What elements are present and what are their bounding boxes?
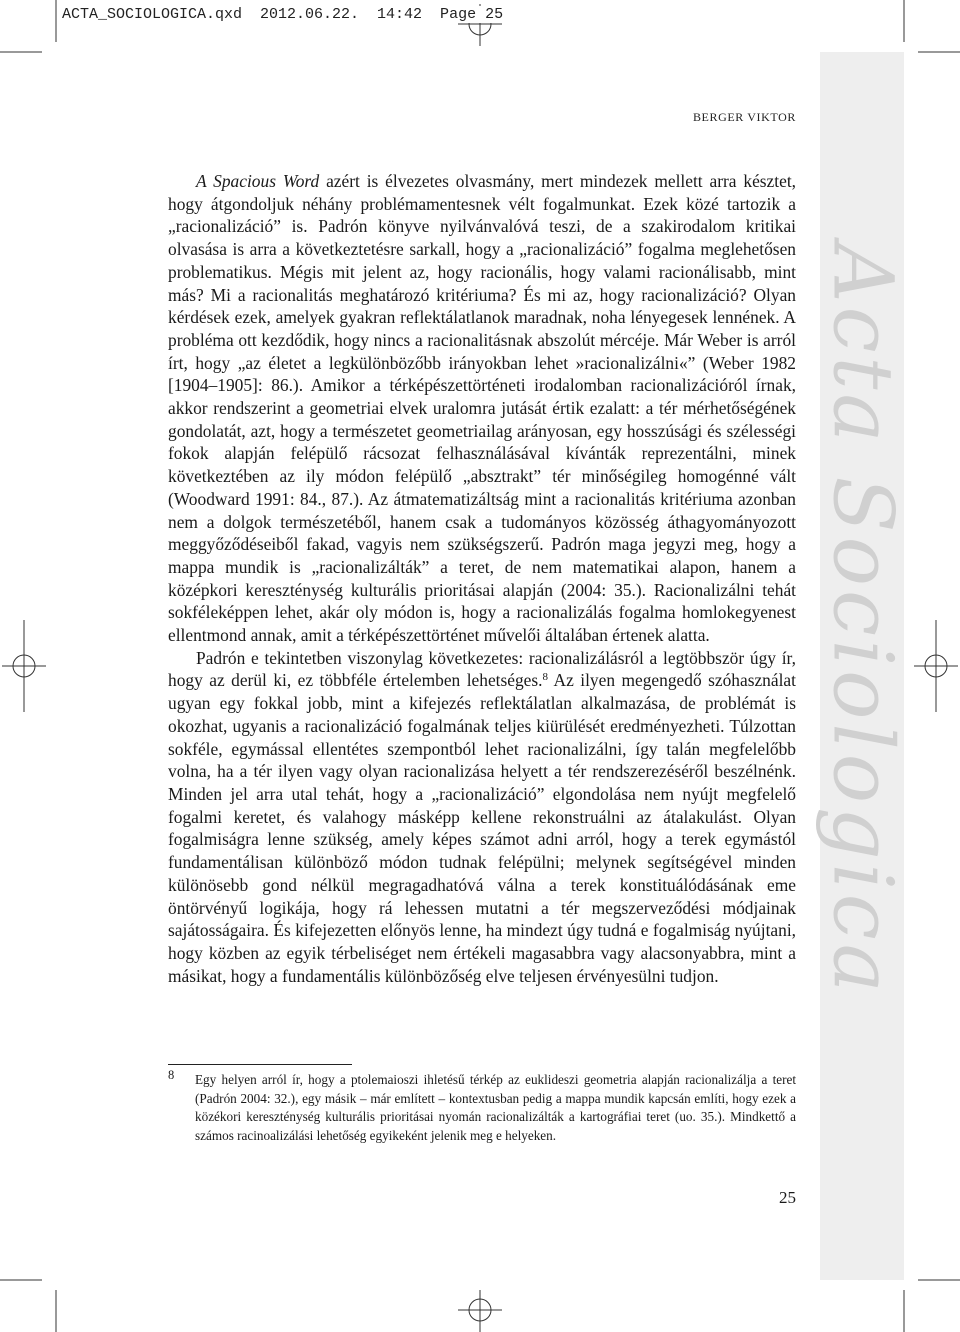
page-number: 25: [779, 1188, 796, 1207]
journal-logo: Acta Sociologica: [814, 243, 910, 997]
paragraph-2-text-start: Padrón e tekintetben viszonylag következetes: racionalizálásról a legtöbbször úgy ír, hogy az derül ki, ez többféle értelemben lehetséges.: [168, 647, 796, 691]
registration-mark-left: [2, 620, 46, 712]
paragraph-1-text: azért is élvezetes olvasmány, mert mindezek mellett arra késztet, hogy átgondoljuk néhány problémamentesnek vélt fogalmunkat. Ezek közé tartozik a „racionalizáció” is. Padrón könyve nyilvánvalóvá teszi, de a szakirodalom kritikai olvasása is arra a következtetésre sarkall, hogy a „racionalizáció” fogalma meglehetősen problematikus. Mégis mit jelent az, hogy racionális, hogy valami racionálisabb, mint más? Mi a racionalitás meghatározó kritériuma? És mi az, hogy racionalizáció? Olyan kérdések ezek, amelyek gyakran reflektálatlanok maradnak, noha lényegesek lennének. A probléma ott kezdődik, hogy nincs a racionalitásnak abszolút mércéje. Már Weber is arról írt, hogy „az életet a legkülönbözőbb irányokban lehet »racionalizálni«” (Weber 1982 [1904–1905]: 86.). Amikor a térképészettörténeti irodalomban racionalizációról írnak, akkor rendszerint a geometriai elvek uralomra jutását értik ezalatt: a tér mérhetőségének gondolatát, azt, hogy a természetet geometriailag arányosan, egy hosszúsági és szélességi fokok alapján felépülő rácsozat felhasználásával kívánták reprezentálni, minek következtében az ily módon felépülő „absztrakt” tér minőségileg homogénné vált (Woodward 1991: 84., 87.). Az átmatematizáltság mint a racionalitás kritériuma azonban nem a dolgok természetéből, hanem csak a tudományos közösség áthagyományozott meggyőződéseiből fakad, vagyis nem szükségszerű. Padrón maga jegyzi meg, hogy a mappa mundik is „racionalizálták” a teret, de nem matematikai alapon, hanem a középkori kereszténység kulturális prioritásai alapján (2004: 35.). Racionalizálni tehát sokféleképpen lehet, akár oly módon is, hogy a racionalizálás fogalma homlokegyenest ellentmond annak, amit a térképészettörténet művelői általában értenek alatta.: [168, 171, 796, 646]
footnote-text: Egy helyen arról ír, hogy a ptolemaioszi ihletésű térkép az euklideszi geometria alapján racionalizálja a teret (Padrón 2004: 32.), egy másik – már említett – kontextusban pedig a mappa mundik kapcsán említi, hogy ezek a közékori kereszténység kulturális prioritásai nyomán racionalizálták a kartográfiai teret (uo. 35.). Mindkettő a számos racinoalizálási lehetőség egyikeként jelenik meg e helyeken.: [195, 1072, 796, 1143]
book-title: A Spacious Word: [196, 171, 320, 191]
running-head-author: BERGER VIKTOR: [692, 110, 796, 124]
registration-mark-right: [914, 620, 958, 712]
paragraph-2-text-end: Az ilyen megengedő szóhasználat ugyan egy fokkal jobb, mint a kifejezés reflektálatlan alkalmazása, de problémát is okozhat, ugyanis a racionalizáció fogalmának teljes kiürülését eredményezheti. Túlzottan sokféle, egymással ellentétes szempontból lehet racionalizálni, így talán megfelelőbb volna, ha a tér ilyen vagy olyan racionalizása helyett a tér rendszerezéséről beszélnénk. Minden jel arra utal tehát, hogy a „racionalizáció” elgondolása nem nyújt megfelelő fogalmi keretet, és valahogy másképp kellene rekonstruálni az átalakulást. Olyan fogalmiságra lenne szükség, amely képes számot adni arról, hogy a terek egymástól fundamentálisan különböző módon tudnak felépülni; melynek segítségével minden különösebb gond nélkül megragadhatóvá válna a terek konstituálódásának eme öntörvényű logikája, hogy rá lehessen mutatni a tér megszerveződési módjainak sajátosságaira. És kifejezetten előnyös lenne, ha mindezt úgy tudná e fogalmiság nyújtani, hogy közben az egyik térbeliséget nem értékeli magasabbra vagy alacsonyabbra, mint a másikat, hogy a fundamentális különbözőség elve teljesen érvényesülni tudjon.: [168, 670, 796, 986]
print-slug-line: ACTA_SOCIOLOGICA.qxd 2012.06.22. 14:42 Page 25: [62, 6, 504, 23]
footnote-reference[interactable]: 8: [542, 671, 549, 684]
footnote-number: 8: [168, 1068, 175, 1082]
registration-mark-bottom: [458, 1290, 502, 1332]
